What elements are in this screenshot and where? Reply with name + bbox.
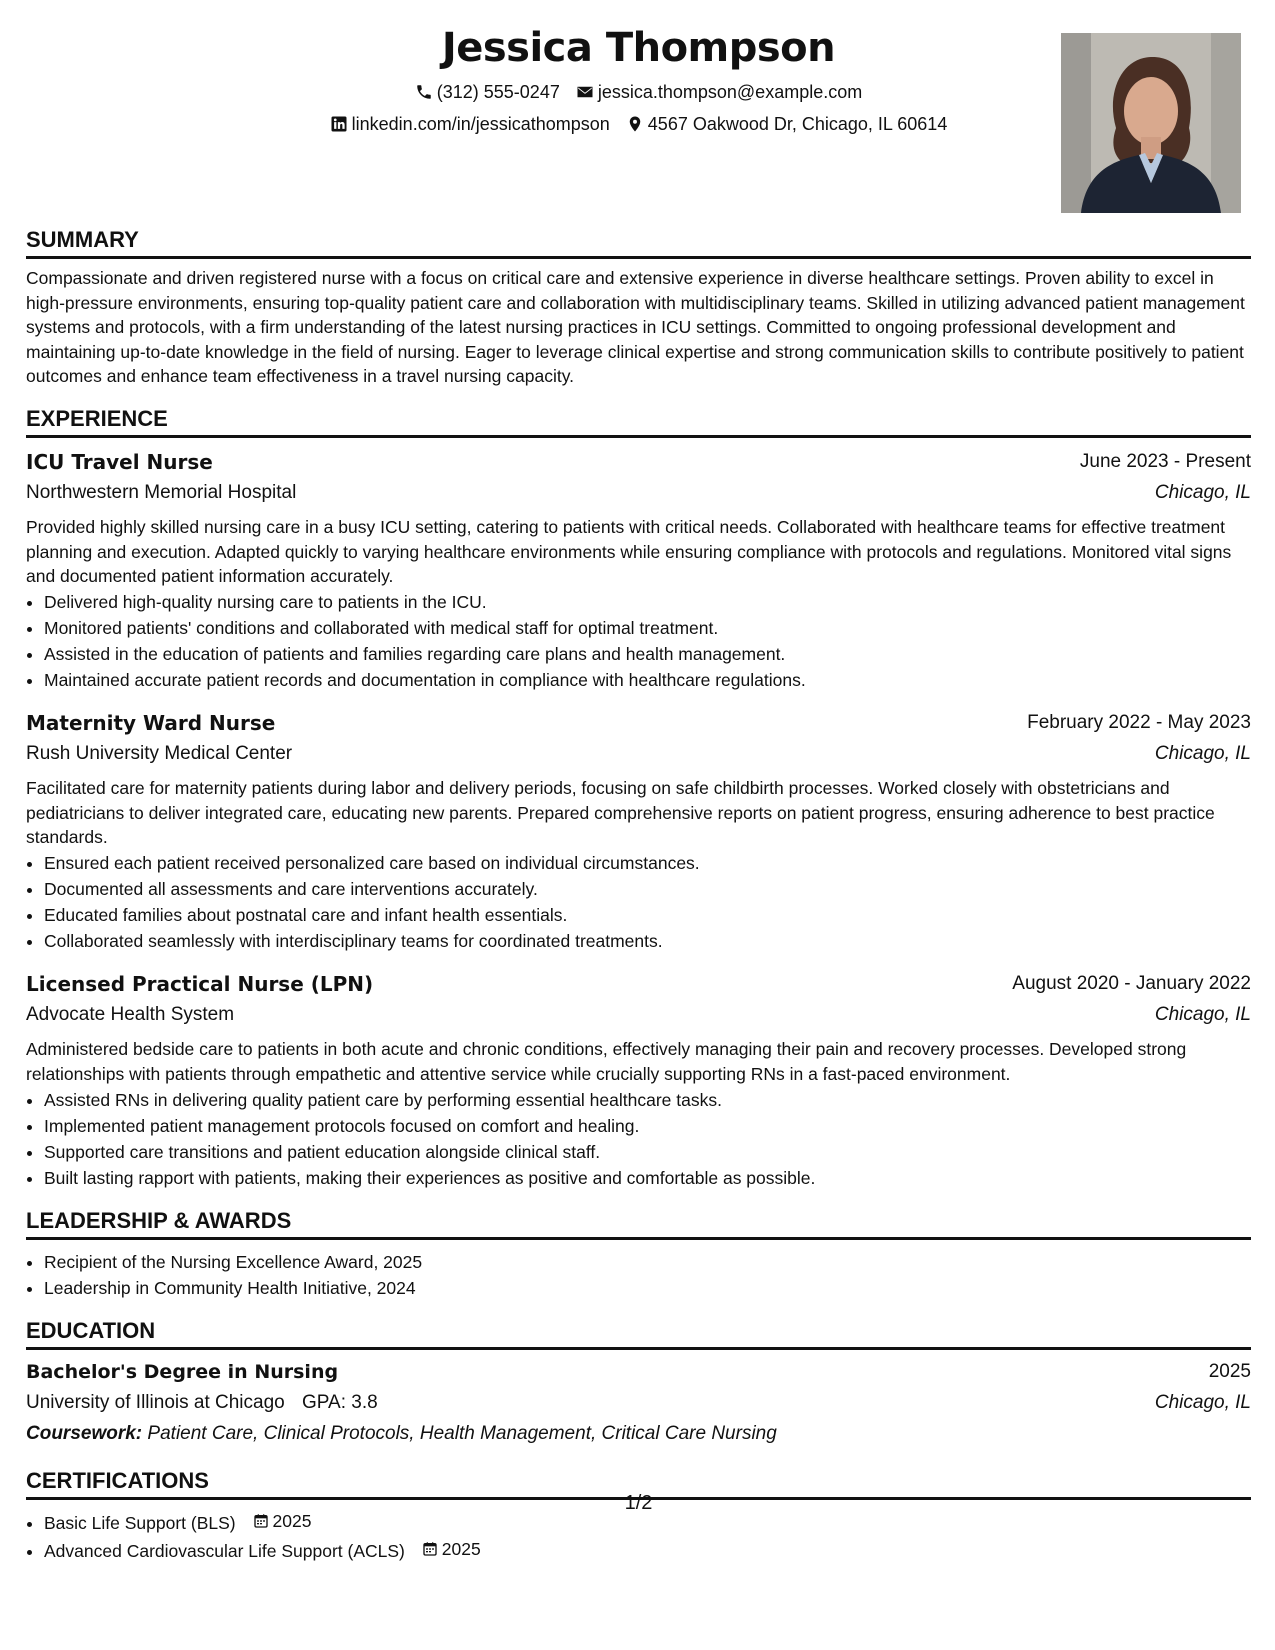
linkedin-text: linkedin.com/in/jessicathompson: [351, 114, 610, 134]
calendar-icon: [422, 1541, 438, 1557]
degree-title: Bachelor's Degree in Nursing: [26, 1361, 339, 1383]
coursework-text: Patient Care, Clinical Protocols, Health Management, Critical Care Nursing: [147, 1423, 777, 1444]
list-item: • Monitored patients' conditions and collaborated with medical staff for optimal treatment.: [44, 615, 1269, 641]
education-location: Chicago, IL: [1154, 1392, 1251, 1413]
summary-text: Compassionate and driven registered nurse with a focus on critical care and extensive experience in diverse healthcare settings. Proven ability to excel in high-pressure environments, ensuring top-quality patient care and collaboration with multidisciplinary teams. Skilled in utilizing advanced patient management systems and protocols, with a firm understanding of the latest nursing practices in ICU settings. Committed to ongoing professional development and maintaining up-to-date knowledge in the field of nursing. Eager to leverage clinical expertise and strong communication skills to contribute positively to patient outcomes and enhance team effectiveness in a travel nursing capacity.: [26, 268, 1245, 386]
page-number: 1/2: [624, 1492, 653, 1514]
school-name: University of Illinois at Chicago: [26, 1392, 285, 1413]
linkedin-icon: [330, 115, 348, 133]
job-description: Facilitated care for maternity patients during labor and delivery periods, focusing on safe childbirth processes. Worked closely with obstetricians and pediatricians to deliver integrated care, educating new parents. Prepared comprehensive reports on patient progress, ensuring adherence to best practice standards.: [26, 778, 1215, 847]
list-item: • Ensured each patient received personalized care based on individual circumstances.: [44, 850, 1269, 876]
list-item: • Educated families about postnatal care and infant health essentials.: [44, 902, 1269, 928]
map-pin-icon: [626, 115, 644, 133]
cert-year: 2025: [272, 1511, 312, 1531]
list-item: • Assisted in the education of patients and families regarding care plans and health management.: [44, 641, 1269, 667]
list-item: • Recipient of the Nursing Excellence Award, 2025: [44, 1249, 1269, 1275]
list-item: • Leadership in Community Health Initiative, 2024: [44, 1275, 1269, 1301]
cert-year: 2025: [441, 1539, 481, 1559]
job-title: ICU Travel Nurse: [26, 450, 213, 474]
phone-contact: [415, 80, 560, 104]
job-description: Administered bedside care to patients in both acute and chronic conditions, effectively managing their pain and recovery processes. Developed strong relationships with patients through empathetic and attentive service while crucially supporting RNs in a fast-paced environment.: [26, 1039, 1187, 1084]
job-company: Advocate Health System: [26, 1004, 235, 1025]
candidate-name: Jessica Thompson: [441, 25, 836, 71]
list-item: • Supported care transitions and patient education alongside clinical staff.: [44, 1139, 1269, 1165]
job-location: Chicago, IL: [1154, 743, 1251, 764]
email-text: jessica.thompson@example.com: [597, 82, 863, 102]
phone-icon: [415, 83, 433, 101]
resume-page: [26, 0, 1251, 1650]
list-item: • Implemented patient management protocols focused on comfort and healing.: [44, 1113, 1269, 1139]
portrait-illustration: [1061, 33, 1241, 213]
leadership-list: [26, 1249, 1269, 1301]
job-description: Provided highly skilled nursing care in a busy ICU setting, catering to patients with critical needs. Collaborated with healthcare teams for effective treatment planning and execution. Adapted quickly to varying healthcare environments while ensuring compliance with protocols and regulations. Monitored vital signs and documented patient information accurately.: [26, 517, 1232, 586]
education-year: 2025: [1208, 1361, 1251, 1382]
email-contact[interactable]: [576, 80, 862, 104]
job-location: Chicago, IL: [1154, 1004, 1251, 1025]
cert-name: Basic Life Support (BLS): [44, 1513, 236, 1533]
cert-name: Advanced Cardiovascular Life Support (ACLS): [44, 1541, 405, 1561]
job-company: Rush University Medical Center: [26, 743, 293, 764]
list-item: • Collaborated seamlessly with interdisciplinary teams for coordinated treatments.: [44, 928, 1269, 954]
section-title-experience: EXPERIENCE: [26, 405, 1251, 438]
list-item: • Maintained accurate patient records and documentation in compliance with healthcare regulations.: [44, 667, 1269, 693]
section-title-summary: SUMMARY: [26, 226, 1251, 259]
section-title-education: EDUCATION: [26, 1317, 1251, 1350]
job-title: Licensed Practical Nurse (LPN): [26, 972, 374, 996]
phone-text: (312) 555-0247: [436, 82, 560, 102]
job-bullets: [26, 850, 1269, 954]
job-dates: June 2023 - Present: [1079, 451, 1251, 472]
job-company: Northwestern Memorial Hospital: [26, 482, 297, 503]
list-item: • Documented all assessments and care interventions accurately.: [44, 876, 1269, 902]
section-title-certifications: CERTIFICATIONS: [26, 1467, 1251, 1500]
resume-header: [26, 22, 1251, 212]
job-bullets: [26, 1087, 1269, 1191]
address-contact: [626, 112, 948, 136]
list-item: [44, 1536, 1269, 1564]
linkedin-contact[interactable]: [330, 112, 610, 136]
envelope-icon: [576, 83, 594, 101]
coursework-line: [26, 1421, 777, 1447]
coursework-label: Coursework:: [26, 1423, 143, 1444]
cert-date: [422, 1536, 481, 1562]
list-item: • Assisted RNs in delivering quality patient care by performing essential healthcare tasks.: [44, 1087, 1269, 1113]
job-bullets: [26, 589, 1269, 693]
job-dates: August 2020 - January 2022: [1012, 973, 1251, 994]
job-dates: February 2022 - May 2023: [1027, 712, 1251, 733]
profile-photo: [1061, 33, 1241, 213]
job-title: Maternity Ward Nurse: [26, 711, 276, 735]
job-location: Chicago, IL: [1154, 482, 1251, 503]
section-title-leadership: LEADERSHIP & AWARDS: [26, 1207, 1251, 1240]
address-text: 4567 Oakwood Dr, Chicago, IL 60614: [647, 114, 948, 134]
education-school-line: [26, 1390, 378, 1416]
certifications-list: [26, 1508, 1269, 1564]
list-item: • Built lasting rapport with patients, making their experiences as positive and comfortable as possible.: [44, 1165, 1269, 1191]
gpa: GPA: 3.8: [302, 1392, 378, 1413]
list-item: • Delivered high-quality nursing care to patients in the ICU.: [44, 589, 1269, 615]
